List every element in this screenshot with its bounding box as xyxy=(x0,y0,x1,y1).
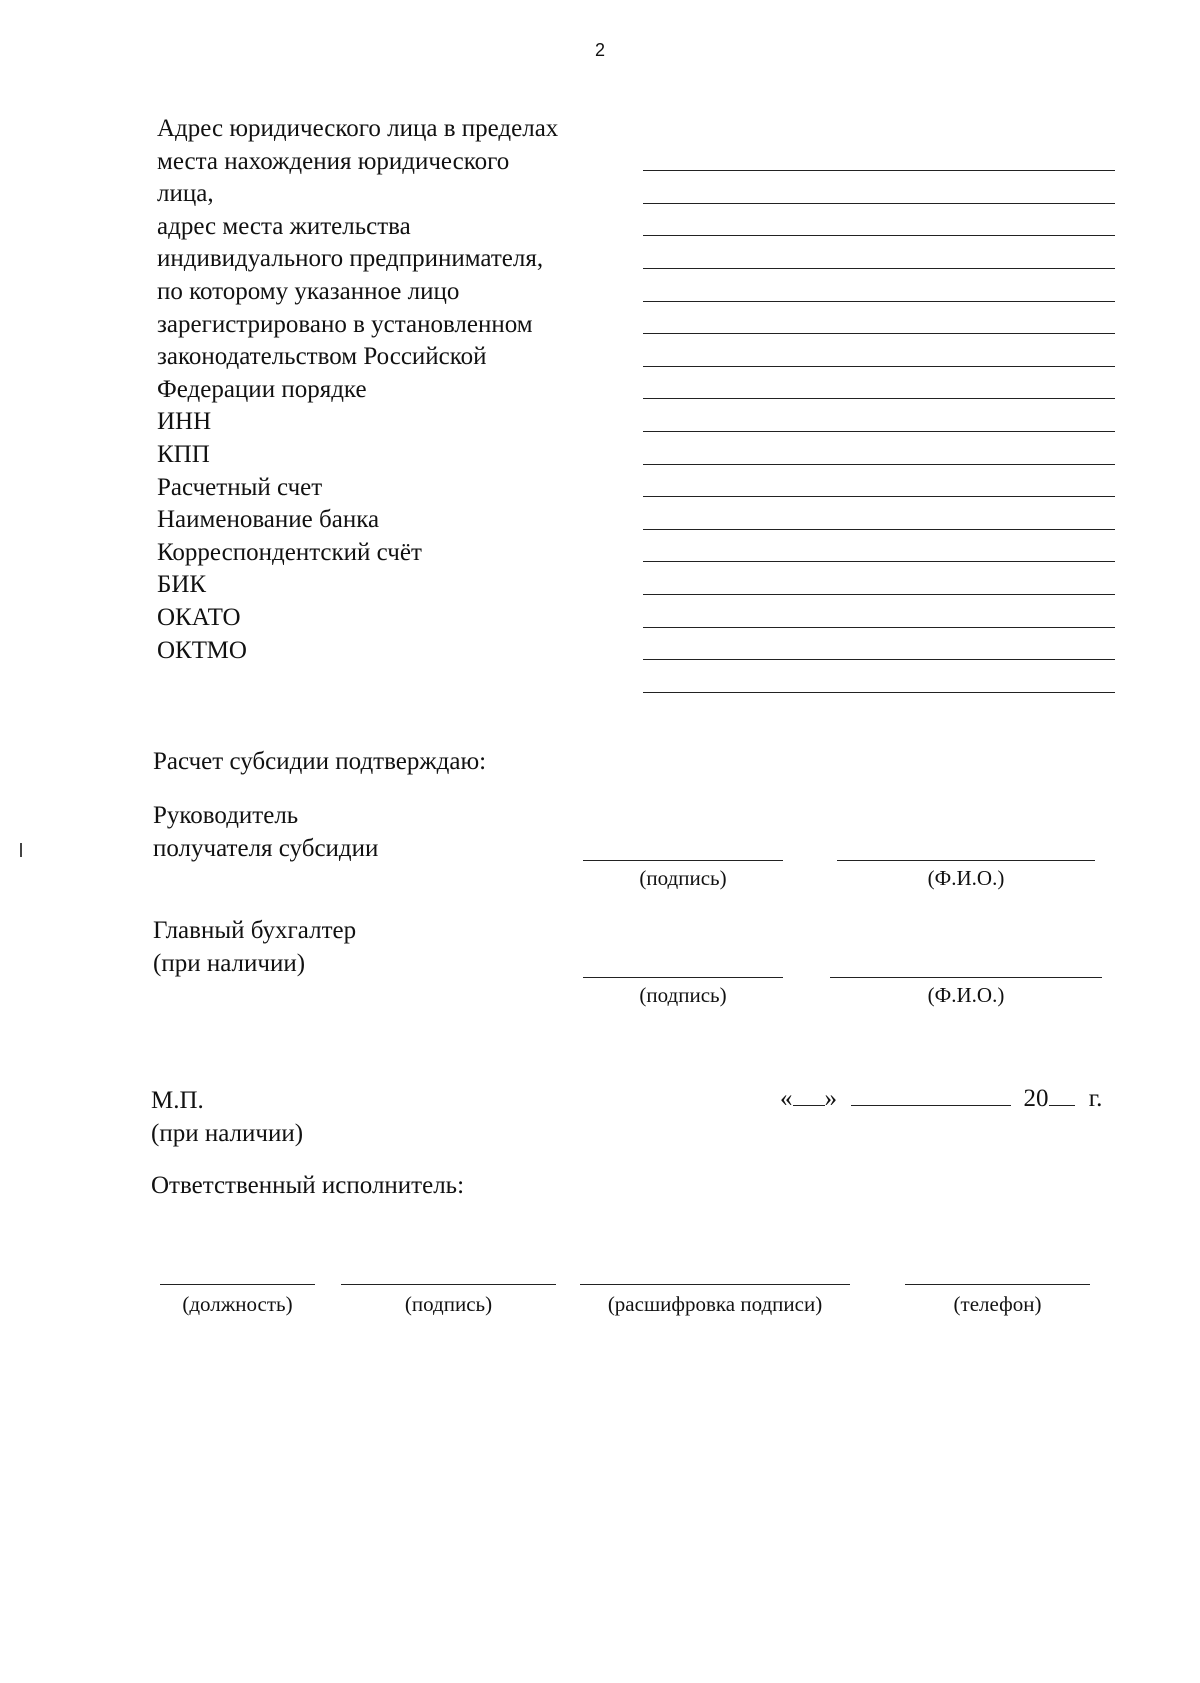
requisite-field-line[interactable] xyxy=(643,466,1115,497)
date-month-field[interactable] xyxy=(851,1083,1011,1106)
requisite-label-line: зарегистрировано в установленном xyxy=(157,310,533,338)
confirm-heading: Расчет субсидии подтверждаю: xyxy=(153,748,487,775)
executor-decoding-caption: (расшифровка подписи) xyxy=(607,1292,823,1316)
stamp-note: (при наличии) xyxy=(151,1120,304,1147)
accountant-signature-field[interactable] xyxy=(583,977,783,978)
bank-name-label: Наименование банка xyxy=(157,506,380,534)
head-name-caption: (Ф.И.О.) xyxy=(927,866,1005,890)
head-signature-field[interactable] xyxy=(583,860,783,861)
executor-position-caption: (должность) xyxy=(182,1292,293,1316)
date-close-quote: » xyxy=(824,1085,837,1112)
executor-decoding-field[interactable] xyxy=(580,1284,850,1285)
date-row xyxy=(780,1083,1120,1115)
requisite-field-line[interactable] xyxy=(643,499,1115,530)
accountant-name-field[interactable] xyxy=(830,977,1102,978)
requisite-field-line[interactable] xyxy=(643,662,1115,693)
date-year-field[interactable] xyxy=(1049,1083,1075,1106)
head-label-line1: Руководитель xyxy=(153,802,299,829)
requisites-labels xyxy=(157,113,637,667)
head-signature-caption: (подпись) xyxy=(639,866,727,890)
requisite-label-line: законодательством Российской xyxy=(157,343,487,371)
bik-label: БИК xyxy=(157,571,207,599)
accountant-name-caption: (Ф.И.О.) xyxy=(927,983,1005,1007)
requisite-field-line[interactable] xyxy=(643,564,1115,595)
correspondent-account-label: Корреспондентский счёт xyxy=(157,538,422,566)
oktmo-label: ОКТМО xyxy=(157,636,247,664)
accountant-label-line2: (при наличии) xyxy=(153,950,306,977)
accountant-label-line1: Главный бухгалтер xyxy=(153,917,357,944)
executor-heading: Ответственный исполнитель: xyxy=(151,1172,465,1199)
accountant-signature-caption: (подпись) xyxy=(639,983,727,1007)
requisite-field-line[interactable] xyxy=(643,205,1115,236)
requisite-field-line[interactable] xyxy=(643,401,1115,432)
requisite-field-line[interactable] xyxy=(643,140,1115,171)
requisite-field-line[interactable] xyxy=(643,336,1115,367)
executor-signature-field[interactable] xyxy=(341,1284,556,1285)
executor-phone-field[interactable] xyxy=(905,1284,1090,1285)
margin-mark xyxy=(20,843,22,857)
requisite-field-line[interactable] xyxy=(643,596,1115,627)
requisite-label-line: Федерации порядке xyxy=(157,375,367,403)
requisite-field-line[interactable] xyxy=(643,270,1115,301)
inn-label: ИНН xyxy=(157,408,212,436)
head-label-line2: получателя субсидии xyxy=(153,835,379,862)
requisite-label-line: Адрес юридического лица в пределах xyxy=(157,115,559,142)
head-name-field[interactable] xyxy=(837,860,1095,861)
date-year-suffix: г. xyxy=(1088,1085,1103,1112)
requisite-label-line: лица, xyxy=(157,180,214,208)
requisite-field-line[interactable] xyxy=(643,368,1115,399)
requisite-label-line: адрес места жительства xyxy=(157,212,411,240)
requisite-field-line[interactable] xyxy=(643,303,1115,334)
requisite-label-line: места нахождения юридического xyxy=(157,147,510,175)
requisite-field-line[interactable] xyxy=(643,433,1115,464)
account-label: Расчетный счет xyxy=(157,473,323,501)
date-day-field[interactable] xyxy=(793,1083,825,1106)
requisite-field-line[interactable] xyxy=(643,531,1115,562)
executor-position-field[interactable] xyxy=(160,1284,315,1285)
executor-signature-caption: (подпись) xyxy=(404,1292,493,1316)
date-open-quote: « xyxy=(780,1085,793,1112)
requisite-field-line[interactable] xyxy=(643,173,1115,204)
requisite-label-line: по которому указанное лицо xyxy=(157,277,460,305)
stamp-label: М.П. xyxy=(151,1087,204,1114)
requisite-field-line[interactable] xyxy=(643,629,1115,660)
requisites-fields xyxy=(643,140,1115,694)
okato-label: ОКАТО xyxy=(157,603,241,631)
date-year-prefix: 20 xyxy=(1023,1085,1049,1112)
executor-phone-caption: (телефон) xyxy=(953,1292,1042,1316)
page-number: 2 xyxy=(594,40,605,60)
requisite-label-line: индивидуального предпринимателя, xyxy=(157,245,544,273)
requisite-field-line[interactable] xyxy=(643,238,1115,269)
kpp-label: КПП xyxy=(157,440,210,468)
